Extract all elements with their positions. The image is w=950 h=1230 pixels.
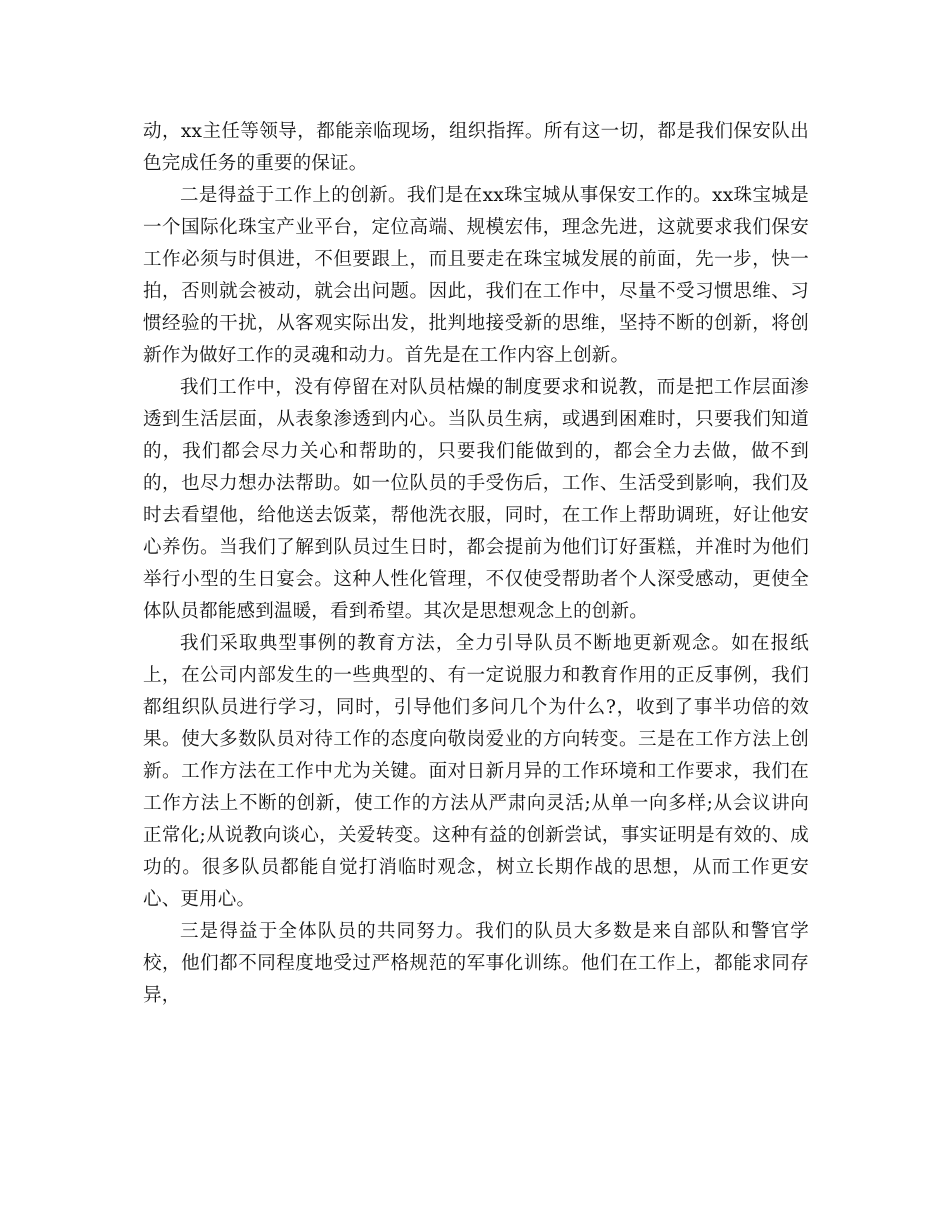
paragraph-5: 三是得益于全体队员的共同努力。我们的队员大多数是来自部队和警官学校，他们都不同程度地受过严格规范的军事化训练。他们在工作上，都能求同存异， bbox=[143, 921, 809, 1006]
paragraph-2: 二是得益于工作上的创新。我们是在xx珠宝城从事保安工作的。xx珠宝城是一个国际化珠宝产业平台，定位高端、规模宏伟，理念先进，这就要求我们保安工作必须与时俱进，不但要跟上，而且要走在珠宝城发展的前面，先一步，快一拍，否则就会被动，就会出问题。因此，我们在工作中，尽量不受习惯思维、习惯经验的干扰，从客观实际出发，批判地接受新的思维，坚持不断的创新，将创新作为做好工作的灵魂和动力。首先是在工作内容上创新。 bbox=[143, 185, 809, 366]
document-body bbox=[143, 116, 809, 1012]
paragraph-1: 动，xx主任等领导，都能亲临现场，组织指挥。所有这一切，都是我们保安队出色完成任务的重要的保证。 bbox=[143, 121, 809, 174]
paragraph-3: 我们工作中，没有停留在对队员枯燥的制度要求和说教，而是把工作层面渗透到生活层面，从表象渗透到内心。当队员生病，或遇到困难时，只要我们知道的，我们都会尽力关心和帮助的，只要我们能做到的，都会全力去做，做不到的，也尽力想办法帮助。如一位队员的手受伤后，工作、生活受到影响，我们及时去看望他，给他送去饭菜，帮他洗衣服，同时，在工作上帮助调班，好让他安心养伤。当我们了解到队员过生日时，都会提前为他们订好蛋糕，并准时为他们举行小型的生日宴会。这种人性化管理，不仅使受帮助者个人深受感动，更使全体队员都能感到温暖，看到希望。其次是思想观念上的创新。 bbox=[143, 377, 809, 622]
paragraph-4: 我们采取典型事例的教育方法，全力引导队员不断地更新观念。如在报纸上，在公司内部发生的一些典型的、有一定说服力和教育作用的正反事例，我们都组织队员进行学习，同时，引导他们多问几个为什么?，收到了事半功倍的效果。使大多数队员对待工作的态度向敬岗爱业的方向转变。三是在工作方法上创新。工作方法在工作中尤为关键。面对日新月异的工作环境和工作要求，我们在工作方法上不断的创新，使工作的方法从严肃向灵活;从单一向多样;从会议讲向正常化;从说教向谈心，关爱转变。这种有益的创新尝试，事实证明是有效的、成功的。很多队员都能自觉打消临时观念，树立长期作战的思想，从而工作更安心、更用心。 bbox=[143, 633, 809, 910]
